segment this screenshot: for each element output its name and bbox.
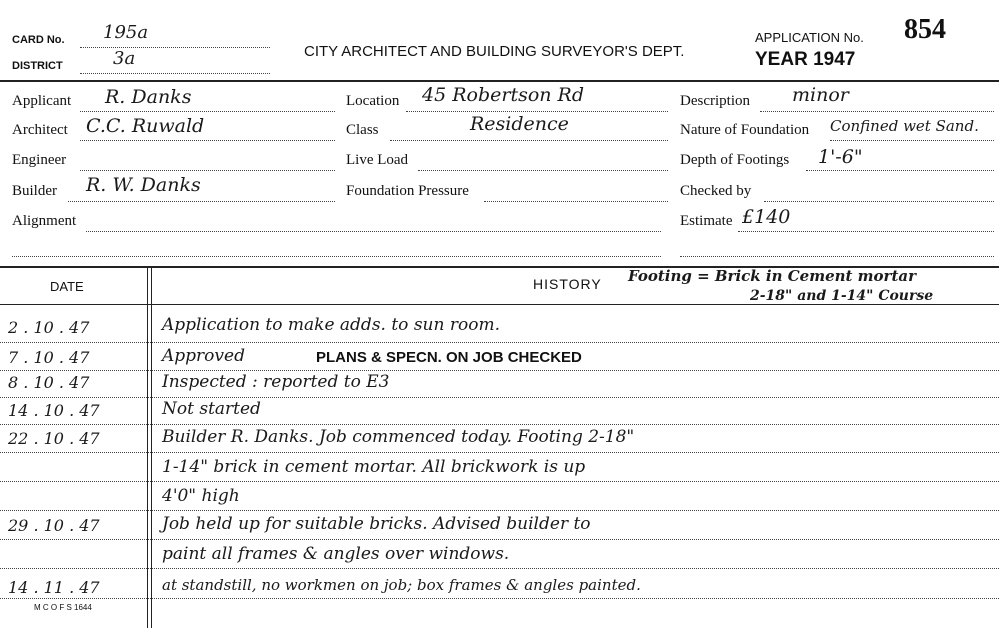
alignment-label: Alignment [12, 213, 77, 229]
row-line [0, 397, 999, 398]
department-title: CITY ARCHITECT AND BUILDING SURVEYOR'S DEPT. [304, 43, 685, 60]
row-line [0, 481, 999, 482]
estimate-line [738, 231, 994, 232]
history-date: 29 . 10 . 47 [8, 516, 100, 535]
architect-line [80, 140, 335, 141]
alignment-line [86, 231, 661, 232]
history-entry: Inspected : reported to E3 [162, 372, 390, 392]
row-line [0, 598, 999, 599]
class-label: Class [346, 122, 379, 138]
estimate-label: Estimate [680, 213, 733, 229]
description-line [760, 111, 994, 112]
district-label: DISTRICT [12, 60, 63, 72]
history-date: 22 . 10 . 47 [8, 429, 100, 448]
row-line [0, 452, 999, 453]
location-value: 45 Robertson Rd [422, 84, 585, 106]
application-number: 854 [904, 14, 946, 45]
estimate-value: £140 [742, 206, 791, 228]
description-label: Description [680, 93, 750, 109]
application-label: APPLICATION No. [755, 30, 864, 45]
card-no-value: 195a [103, 22, 149, 43]
architect-label: Architect [12, 122, 68, 138]
district-value: 3a [113, 48, 136, 69]
header-rule [0, 80, 999, 82]
history-header-rule [0, 304, 999, 305]
applicant-label: Applicant [12, 93, 72, 109]
row-line [0, 568, 999, 569]
row-line [0, 424, 999, 425]
depth-of-footings-label: Depth of Footings [680, 152, 790, 168]
live-load-label: Live Load [346, 152, 409, 168]
card-no-label: CARD No. [12, 34, 65, 46]
date-column-divider [147, 266, 148, 628]
history-entry: Application to make adds. to sun room. [162, 315, 500, 335]
row-line [0, 539, 999, 540]
footing-note-line1: Footing = Brick in Cement mortar [628, 267, 917, 285]
history-entry: Not started [162, 399, 261, 419]
history-date: 7 . 10 . 47 [8, 348, 90, 367]
form-code: M C O F S 1644 [34, 603, 92, 612]
location-label: Location [346, 93, 400, 109]
depth-of-footings-value: 1'-6" [818, 146, 863, 168]
row-line [0, 510, 999, 511]
history-entry: Job held up for suitable bricks. Advised builder to [162, 514, 591, 534]
footing-note-line2: 2-18" and 1-14" Course [750, 288, 934, 304]
engineer-line [80, 170, 335, 171]
applicant-value: R. Danks [105, 86, 192, 108]
application-year: YEAR 1947 [755, 49, 856, 70]
location-line [406, 111, 668, 112]
history-entry: 4'0" high [162, 486, 240, 506]
description-value: minor [792, 84, 849, 106]
history-entry: Builder R. Danks. Job commenced today. Footing 2-18" [162, 427, 635, 447]
date-column-divider-2 [151, 266, 152, 628]
history-column-header: HISTORY [533, 276, 602, 292]
history-entry: Approved [162, 346, 245, 366]
class-value: Residence [470, 113, 569, 135]
nature-line [830, 140, 994, 141]
blank-line [12, 256, 661, 257]
applicant-line [80, 111, 335, 112]
foundation-pressure-line [484, 201, 668, 202]
history-date: 14 . 11 . 47 [8, 578, 100, 597]
row-line [0, 342, 999, 343]
checked-line [764, 201, 994, 202]
district-line [80, 73, 270, 74]
history-entry: 1-14" brick in cement mortar. All brickwork is up [162, 457, 586, 477]
builder-value: R. W. Danks [86, 174, 201, 196]
history-date: 8 . 10 . 47 [8, 373, 90, 392]
depth-line [806, 170, 994, 171]
history-date: 14 . 10 . 47 [8, 401, 100, 420]
class-line [390, 140, 668, 141]
card-no-line [80, 47, 270, 48]
engineer-label: Engineer [12, 152, 67, 168]
history-entry: paint all frames & angles over windows. [162, 544, 510, 564]
builder-line [68, 201, 335, 202]
plans-checked-stamp: PLANS & SPECN. ON JOB CHECKED [316, 349, 582, 366]
builder-label: Builder [12, 183, 57, 199]
row-line [0, 370, 999, 371]
foundation-pressure-label: Foundation Pressure [346, 183, 469, 199]
checked-by-label: Checked by [680, 183, 752, 199]
blank-line-right [680, 256, 994, 257]
live-load-line [418, 170, 668, 171]
nature-of-foundation-label: Nature of Foundation [680, 122, 810, 138]
architect-value: C.C. Ruwald [86, 115, 205, 137]
history-entry: at standstill, no workmen on job; box frames & angles painted. [162, 576, 641, 594]
nature-of-foundation-value: Confined wet Sand. [830, 117, 979, 135]
date-column-header: DATE [50, 279, 84, 294]
history-date: 2 . 10 . 47 [8, 318, 90, 337]
